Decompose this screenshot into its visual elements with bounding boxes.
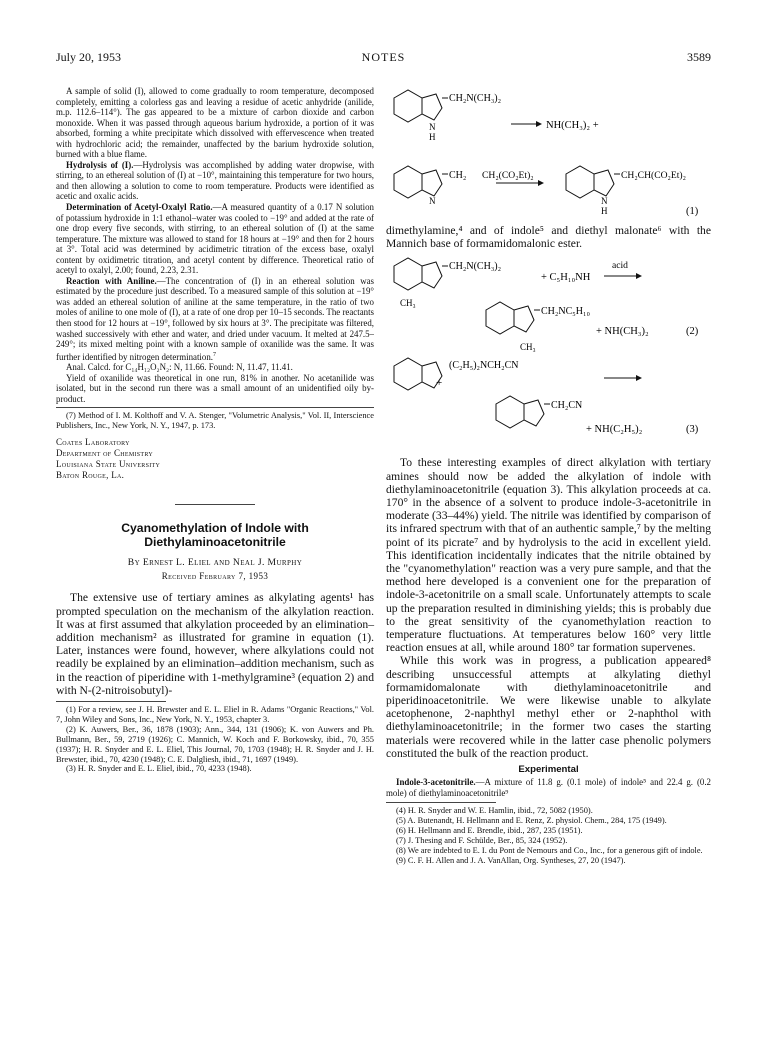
footnote-7-right: (7) J. Thesing and F. Schülde, Ber., 85, 324 (1952). — [396, 835, 568, 845]
footnote-6: (6) H. Hellmann and E. Brendle, ibid., 287, 235 (1951). — [396, 825, 583, 835]
footnote-divider — [56, 407, 374, 408]
right-column — [386, 86, 711, 866]
experimental-section — [386, 777, 711, 798]
header-date: July 20, 1953 — [56, 50, 122, 64]
title-line: Cyanomethylation of Indole with — [121, 521, 309, 536]
article-title — [56, 521, 374, 549]
discussion — [386, 456, 711, 760]
eq1-final-product: CH₂CH(CO₂Et)₂ — [621, 170, 686, 181]
reaction-arrow-head — [636, 273, 642, 279]
hydrolysis-text: —Hydrolysis was accomplished by adding water dropwise, with stirring, to an ethereal solution of (I) at −10°, maintaining this temperature for two hours, and then allowing a solution to come to room temperature. Products were identified as acetic and oxalic acids. — [56, 159, 375, 202]
address-line: Department of Chemistry — [56, 447, 153, 458]
footnote-4: (4) H. R. Snyder and W. E. Hamlin, ibid., 72, 5082 (1950). — [396, 806, 593, 816]
indole-acetonitrile-text: —A mixture of 11.8 g. (0.1 mole) of indole⁵ and 22.4 g. (0.2 mole) of diethylaminoacetonitrile⁹ — [386, 777, 711, 798]
paragraph-aniline — [56, 276, 374, 362]
received-date: Received February 7, 1953 — [161, 571, 269, 582]
section-heading-experimental: Experimental — [518, 764, 579, 776]
introduction — [56, 591, 374, 697]
eq2-reagent: + C₅H₁₀NH — [541, 272, 591, 284]
article-separator — [175, 504, 255, 505]
footnote-3: (3) H. R. Snyder and E. L. Eliel, ibid., 70, 4233 (1948). — [66, 764, 252, 774]
aniline-text: —The concentration of (I) in an ethereal solution was estimated by the procedure just described. To a measured sample of this solution at −19° was added an ethereal solution of aniline at the same temperature, in the ratio of two moles of aniline to one mole of (I), at a rate of one drop per 10–15 seconds. The reactants then stood for 12 hours at −19°, followed by six hours at 3°. The precipitate was filtered, washed successively with ether and water, and dried under vacuum. It melted at 247.5–249°; its mixed melting point with a known sample of oxanilide was the same. It was further identified by nitrogen determination. — [56, 275, 374, 362]
run-in-title-determination: Determination of Acetyl-Oxalyl Ratio. — [66, 202, 213, 213]
n-methyl: CH₃ — [520, 342, 536, 353]
footnote-ref: 7 — [213, 351, 216, 358]
continued-experimental — [56, 86, 374, 404]
footnote-divider — [386, 802, 496, 803]
ring-hydrogen: H — [601, 206, 608, 216]
address-line: Coates Laboratory — [56, 437, 130, 448]
byline: By Ernest L. Eliel and Neal J. Murphy — [127, 557, 303, 569]
equation-2-diagram — [386, 254, 711, 354]
run-in-title-aniline: Reaction with Aniline. — [66, 275, 157, 286]
paragraph-hydrolysis — [56, 160, 374, 202]
paragraph-alkylation: To these interesting examples of direct alkylation with tertiary amines should now be added the alkylation of indole with diethylaminoacetonitrile (equation 3). This alkylation proceeds at ca. 170° in the absence of a solvent to produce indole-3-acetonitrile in moderate (33–44%) yield. The nitrile was identified by comparison of its infrared spectrum with that of an authentic sample,⁷ by the melting point of its picrate⁷ and by hydrolysis to the acid in excellent yield. This identification incidentally indicates that the nitrile obtained by the "cyanomethylation" reaction was a very pure sample, and that the method here developed is a convenient one for the preparation of indole-3-acetonitrile on a small scale. Unfortunately attempts to scale up the preparation resulted in diminishing yields; this is probably due to the great sensitivity of the cyanomethylation reaction to temperature fluctuations. At temperatures below 160° very little reaction ensues at all, while around 180° tar formation supervenes. — [386, 456, 711, 655]
equation-number: (1) — [686, 206, 699, 217]
header-section: NOTES — [361, 50, 406, 64]
footnote-8: (8) We are indebted to E. I. du Pont de Nemours and Co., Inc., for a generous gift of indole. — [396, 845, 703, 855]
paragraph-prior-work: While this work was in progress, a publication appeared⁸ describing unsuccessful attempts at alkylating diethyl formamidomalonate with diethylaminoacetonitrile and piperidinoacetonitrile. We were likewise unable to alkylate acetophenone, 2-naphthyl methyl ether or 2-naphthol with diethylaminoacetonitrile; in the former two cases the starting materials were recovered while in the latter case phenolic polymers constituted the bulk of the reaction product. — [386, 654, 711, 760]
eq3-reagent: (C₂H₅)₂NCH₂CN — [449, 360, 519, 372]
determination-text: —A measured quantity of a 0.17 N solution of potassium hydroxide in 1:1 ethanol–water was cooled to −19° and added at the rate of one drop every five seconds, with stirring, to an ethereal solution of (I) at the same temperature. The mixture was allowed to stand for 18 hours at −19° and then for 2 hours at 3°. Total acid was determined by acidimetric titration of the excess base, oxalyl content by oxidimetric titration, and acetyl content by difference. Theoretical ratio of acetyl to oxalyl, 2.00; found, 2.23, 2.31. — [56, 202, 374, 276]
ring-nitrogen: N — [601, 196, 608, 206]
text-after-eq1 — [386, 224, 711, 250]
reaction-arrow-head — [538, 180, 544, 186]
run-in-title-indole-acetonitrile: Indole-3-acetonitrile. — [396, 777, 476, 788]
reaction-arrow-head — [536, 121, 542, 127]
eq2-substituent: CH₂N(CH₃)₂ — [449, 261, 502, 273]
paragraph-indole-acetonitrile — [386, 777, 711, 798]
eq1-substituent: CH₂N(CH₃)₂ — [449, 93, 502, 104]
analysis-line: Anal. Calcd. for C₁₄H₁₂O₂N₂: N, 11.66. Found: N, 11.47, 11.41. — [66, 362, 293, 373]
eq1-methylene: CH₂ — [449, 170, 467, 181]
eq1-product: NH(CH₃)₂ + — [546, 120, 599, 131]
footnote-divider — [56, 701, 166, 702]
equation-3-diagram — [386, 356, 711, 452]
equation-1-diagram — [386, 86, 711, 236]
address-line: Louisiana State University — [56, 458, 161, 469]
footnote-9: (9) C. F. H. Allen and J. A. VanAllan, Org. Syntheses, 27, 20 (1947). — [396, 855, 626, 865]
paragraph-yield: Yield of oxanilide was theoretical in one run, 81% in another. No acetanilide was isolated, but in the second run there was a small amount of an unidentified oily by-product. — [56, 372, 374, 404]
eq3-product: CH₂CN — [551, 400, 583, 412]
footnote-2: (2) K. Auwers, Ber., 36, 1878 (1903); Ann., 344, 131 (1906); K. von Auwers and Ph. Bullmann, Ber., 59, 2719 (1926); C. Mannich, W. Koch and F. Borkowsky, ibid., 70, 355 (1937); H. R. Snyder and E. L. Eliel, This Journal, 70, 1703 (1948); H. R. Snyder and J. H. Brewster, ibid., 70, 4230 (1948); C. E. Dalgliesh, ibid., 71, 1697 (1949). — [56, 724, 374, 764]
equation-number: (3) — [686, 424, 699, 436]
paragraph-decomposition: A sample of solid (I), allowed to come gradually to room temperature, decomposed completely, emitting a colorless gas and leaving a residue of acetic anhydride (anilide, m.p. 112.6–114°). The gas appeared to be a mixture of carbon dioxide and carbon monoxide. When it was passed through aqueous barium hydroxide, a portion of it was absorbed, forming a white precipitate which dissolved with effervescence when treated with hydrochloric acid; the remainder, unaffected by the barium hydroxide solution, burned with a blue flame. — [56, 86, 374, 160]
equation-number: (2) — [686, 326, 699, 338]
ring-nitrogen: N — [429, 122, 436, 132]
eq3-byproduct: + NH(C₂H₅)₂ — [586, 424, 643, 436]
footnote-7: (7) Method of I. M. Kolthoff and V. A. Stenger, "Volumetric Analysis," Vol. II, Interscience Publishers, Inc., New York, N. Y., 1947, p. 173. — [56, 411, 374, 431]
n-methyl: CH₃ — [400, 298, 416, 309]
ring-hydrogen: H — [429, 132, 436, 142]
plus-sign: + — [436, 377, 443, 390]
eq2-condition: acid — [612, 260, 628, 272]
eq2-product: CH₂NC₅H₁₀ — [541, 306, 590, 318]
ring-nitrogen: N — [429, 196, 436, 206]
intro-paragraph: The extensive use of tertiary amines as alkylating agents¹ has prompted speculation on the mechanism of the alkylation reaction. It was at first assumed that alkylation proceeded by an elimination–addition mechanism² as illustrated for gramine in equation (1). Later, instances were found, however, where alkylations could not readily be explained by an elimination–addition mechanism, such as in the reaction of piperidine with 1-methylgramine³ (equation 2) and with N-(2-nitroisobutyl)- — [56, 591, 374, 697]
eq2-byproduct: + NH(CH₃)₂ — [596, 326, 649, 338]
run-in-title-hydrolysis: Hydrolysis of (I). — [66, 159, 134, 170]
reaction-arrow-head — [636, 375, 642, 381]
paragraph-determination — [56, 202, 374, 276]
eq1-reagent: CH₂(CO₂Et)₂ — [482, 170, 534, 181]
footnote-5: (5) A. Butenandt, H. Hellmann and E. Renz, Z. physiol. Chem., 284, 175 (1949). — [396, 816, 667, 826]
address-line: Baton Rouge, La. — [56, 469, 125, 480]
header-page-number: 3589 — [687, 50, 711, 64]
left-column — [56, 86, 374, 774]
footnote-1: (1) For a review, see J. H. Brewster and E. L. Eliel in R. Adams "Organic Reactions," Vol. 7, John Wiley and Sons, Inc., New York, N. Y., 1953, chapter 3. — [56, 705, 374, 724]
paragraph-continuation: dimethylamine,⁴ and of indole⁵ and diethyl malonate⁶ with the Mannich base of formamidomalonic ester. — [386, 224, 711, 251]
title-line: Diethylaminoacetonitrile — [144, 535, 286, 550]
author-address — [56, 437, 374, 480]
